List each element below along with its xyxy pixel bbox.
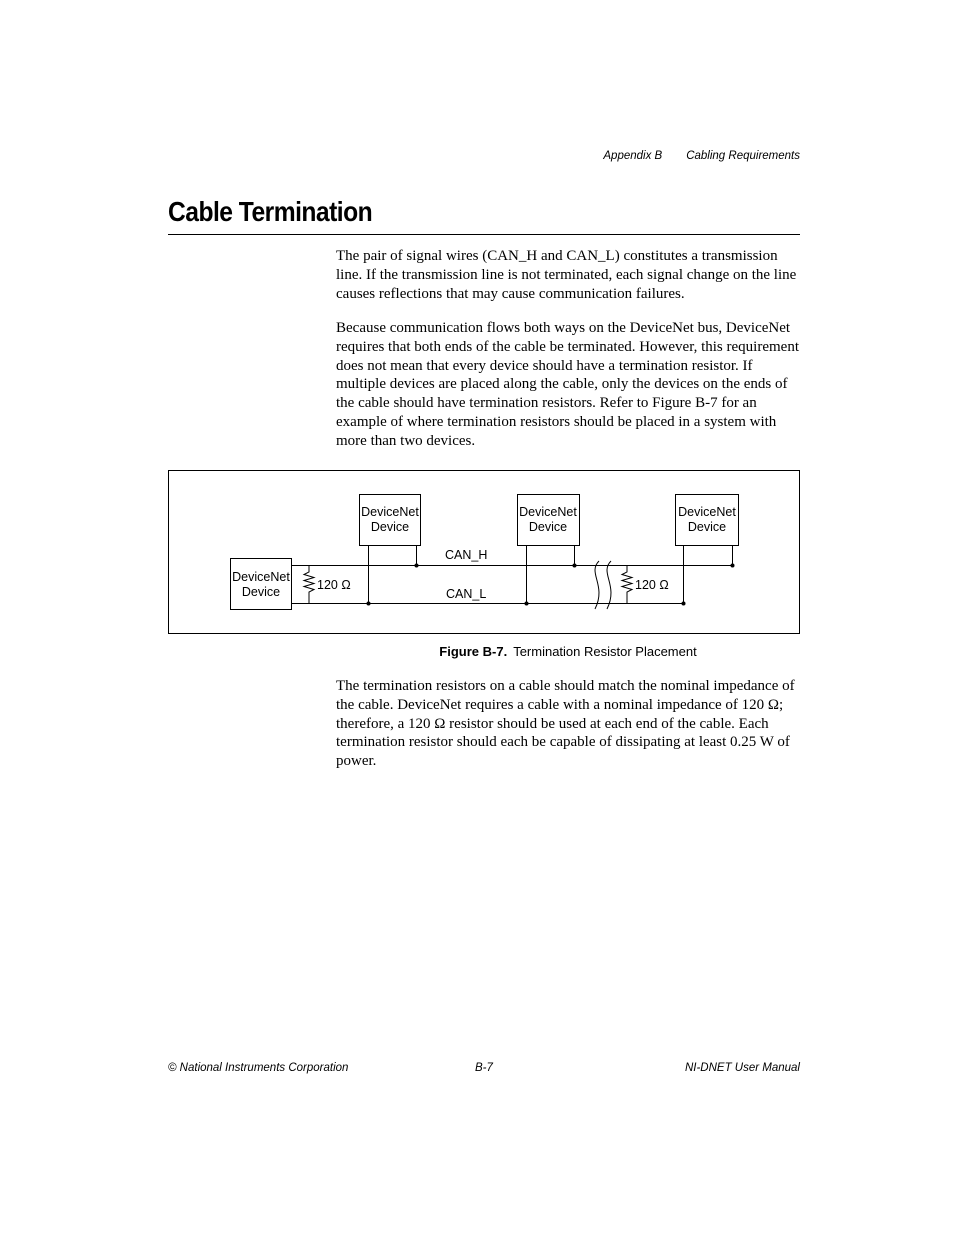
can-l-label: CAN_L xyxy=(446,587,487,601)
figure-termination-diagram xyxy=(168,470,800,634)
title-rule xyxy=(168,234,800,235)
junction-dot xyxy=(367,602,371,606)
paragraph-transmission-line: The pair of signal wires (CAN_H and CAN_L) constitutes a transmission line. If the transmission line is not terminated, each signal change on the line causes reflections that may cause communication failures. xyxy=(336,248,797,302)
junction-dot xyxy=(682,602,686,606)
device-label-2-line2: Device xyxy=(528,520,568,534)
figure-caption-label: Figure B-7. xyxy=(439,644,508,659)
header-chapter: Cabling Requirements xyxy=(686,150,800,162)
paragraph-termination-requirement: Because communication flows both ways on the DeviceNet bus, DeviceNet requires that both ends of the cable be terminated. However, this requirement does not mean that every device should have a termination resistor. If multiple devices are placed along the cable, only the devices on the ends of the cable should have termination resistors. Refer to Figure B-7 for an example of where termination resistors should be placed in a system with more than two devices. xyxy=(336,320,799,449)
device-label-3-line1: DeviceNet xyxy=(678,505,736,519)
page-title: Cable Termination xyxy=(168,196,373,227)
resistor-left-label: 120 Ω xyxy=(317,578,351,592)
junction-dot xyxy=(573,564,577,568)
cable-break-left xyxy=(595,561,599,609)
footer-manual-title: NI-DNET User Manual xyxy=(684,1062,800,1074)
junction-dot xyxy=(731,564,735,568)
device-label-2-line1: DeviceNet xyxy=(519,505,577,519)
paragraph-impedance: The termination resistors on a cable should match the nominal impedance of the cable. DeviceNet requires a cable with a nominal impedance of 120 Ω; therefore, a 120 Ω resistor should be used at each end of the cable. Each termination resistor should each be capable of dissipating at least 0.25 W of power. xyxy=(336,678,795,770)
resistor-right xyxy=(622,566,632,604)
resistor-left xyxy=(304,566,314,604)
running-header xyxy=(560,150,800,166)
figure-caption xyxy=(330,644,806,659)
device-label-1-line2: Device xyxy=(370,520,410,534)
resistor-right-label: 120 Ω xyxy=(635,578,669,592)
device-box-left xyxy=(231,559,292,610)
cable-break-right xyxy=(607,561,611,609)
junction-dot xyxy=(525,602,529,606)
header-section: Appendix B xyxy=(603,150,663,162)
footer-copyright: © National Instruments Corporation xyxy=(168,1062,349,1074)
device-label-3-line2: Device xyxy=(687,520,727,534)
termination-diagram xyxy=(169,471,799,633)
device-label-left-line1: DeviceNet xyxy=(232,570,290,584)
footer-page-number: B-7 xyxy=(475,1062,493,1074)
junction-dot xyxy=(415,564,419,568)
device-label-1-line1: DeviceNet xyxy=(361,505,419,519)
figure-caption-text: Termination Resistor Placement xyxy=(513,644,697,659)
can-h-label: CAN_H xyxy=(445,548,488,562)
device-label-left-line2: Device xyxy=(241,585,281,599)
